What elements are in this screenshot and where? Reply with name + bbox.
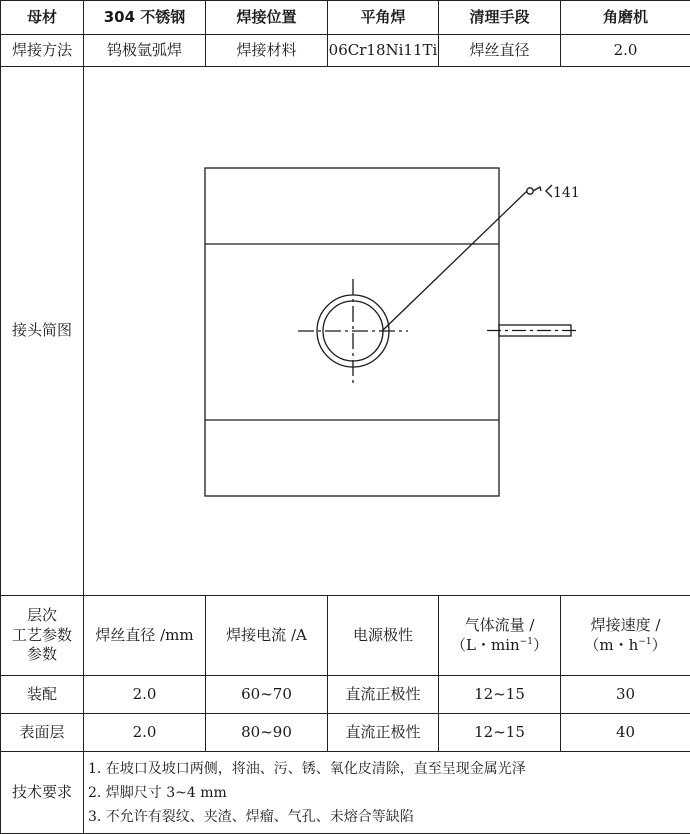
wire-diameter-label: 焊丝直径 — [439, 35, 561, 67]
cleaning-method-value: 角磨机 — [561, 1, 690, 35]
weld-process-number: 141 — [553, 185, 580, 201]
speed-cell: 40 — [561, 714, 690, 752]
table-row — [1, 676, 690, 714]
gas-flow-header-line-1: 气体流量 / — [439, 616, 560, 636]
weld-symbol-flag — [533, 187, 541, 191]
gas-flow-header — [439, 596, 561, 676]
weld-material-label: 焊接材料 — [206, 35, 328, 67]
sketch-row — [1, 67, 690, 596]
current-cell: 80~90 — [206, 714, 328, 752]
weld-method-label: 焊接方法 — [1, 35, 84, 67]
weld-material-value: 06Cr18Ni11Ti — [328, 35, 439, 67]
speed-header — [561, 596, 690, 676]
polarity-cell: 直流正极性 — [328, 714, 439, 752]
polarity-header: 电源极性 — [328, 596, 439, 676]
speed-header-line-1: 焊接速度 / — [561, 616, 690, 636]
base-metal-value: 304 不锈钢 — [84, 1, 206, 35]
current-header: 焊接电流 /A — [206, 596, 328, 676]
tech-req-item: 1. 在坡口及坡口两侧，将油、污、锈、氧化皮清除，直至呈现金属光泽 — [88, 757, 690, 781]
header-row-2 — [1, 35, 690, 67]
tech-req-item: 2. 焊脚尺寸 3~4 mm — [88, 781, 690, 805]
table-row — [1, 714, 690, 752]
layer-cell: 装配 — [1, 676, 84, 714]
base-metal-label: 母材 — [1, 1, 84, 35]
layer-header-line-3: 参数 — [1, 645, 83, 665]
gas-flow-header-line-2: （L・$\min^{-1}$） — [439, 636, 560, 656]
speed-header-line-2: （m・$h^{-1}$） — [561, 636, 690, 656]
sketch-label: 接头简图 — [1, 67, 84, 596]
side-pipe — [499, 325, 571, 336]
plate-outline — [205, 168, 499, 496]
wire-dia-cell: 2.0 — [84, 676, 206, 714]
layer-header-line-1: 层次 — [1, 606, 83, 626]
header-row-1 — [1, 1, 690, 35]
layer-header — [1, 596, 84, 676]
tech-req-item: 3. 不允许有裂纹、夹渣、焊瘤、气孔、未熔合等缺陷 — [88, 805, 690, 829]
tech-req-row — [1, 752, 690, 834]
gas-flow-cell: 12~15 — [439, 676, 561, 714]
leader-line — [382, 191, 527, 331]
weld-method-value: 钨极氩弧焊 — [84, 35, 206, 67]
cleaning-method-label: 清理手段 — [439, 1, 561, 35]
layer-cell: 表面层 — [1, 714, 84, 752]
params-header-row — [1, 596, 690, 676]
weld-symbol-circle — [527, 188, 533, 194]
weld-position-value: 平角焊 — [328, 1, 439, 35]
wire-dia-header: 焊丝直径 /mm — [84, 596, 206, 676]
polarity-cell: 直流正极性 — [328, 676, 439, 714]
current-cell: 60~70 — [206, 676, 328, 714]
gas-flow-cell: 12~15 — [439, 714, 561, 752]
joint-sketch — [84, 67, 690, 595]
joint-sketch-cell — [84, 67, 690, 596]
center-lines — [298, 279, 408, 383]
speed-cell: 30 — [561, 676, 690, 714]
layer-header-line-2: 工艺参数 — [1, 626, 83, 646]
wire-dia-cell: 2.0 — [84, 714, 206, 752]
weld-symbol-tail — [546, 185, 552, 197]
wire-diameter-value: 2.0 — [561, 35, 690, 67]
tech-req-content — [84, 752, 690, 834]
weld-position-label: 焊接位置 — [206, 1, 328, 35]
tech-req-label: 技术要求 — [1, 752, 84, 834]
